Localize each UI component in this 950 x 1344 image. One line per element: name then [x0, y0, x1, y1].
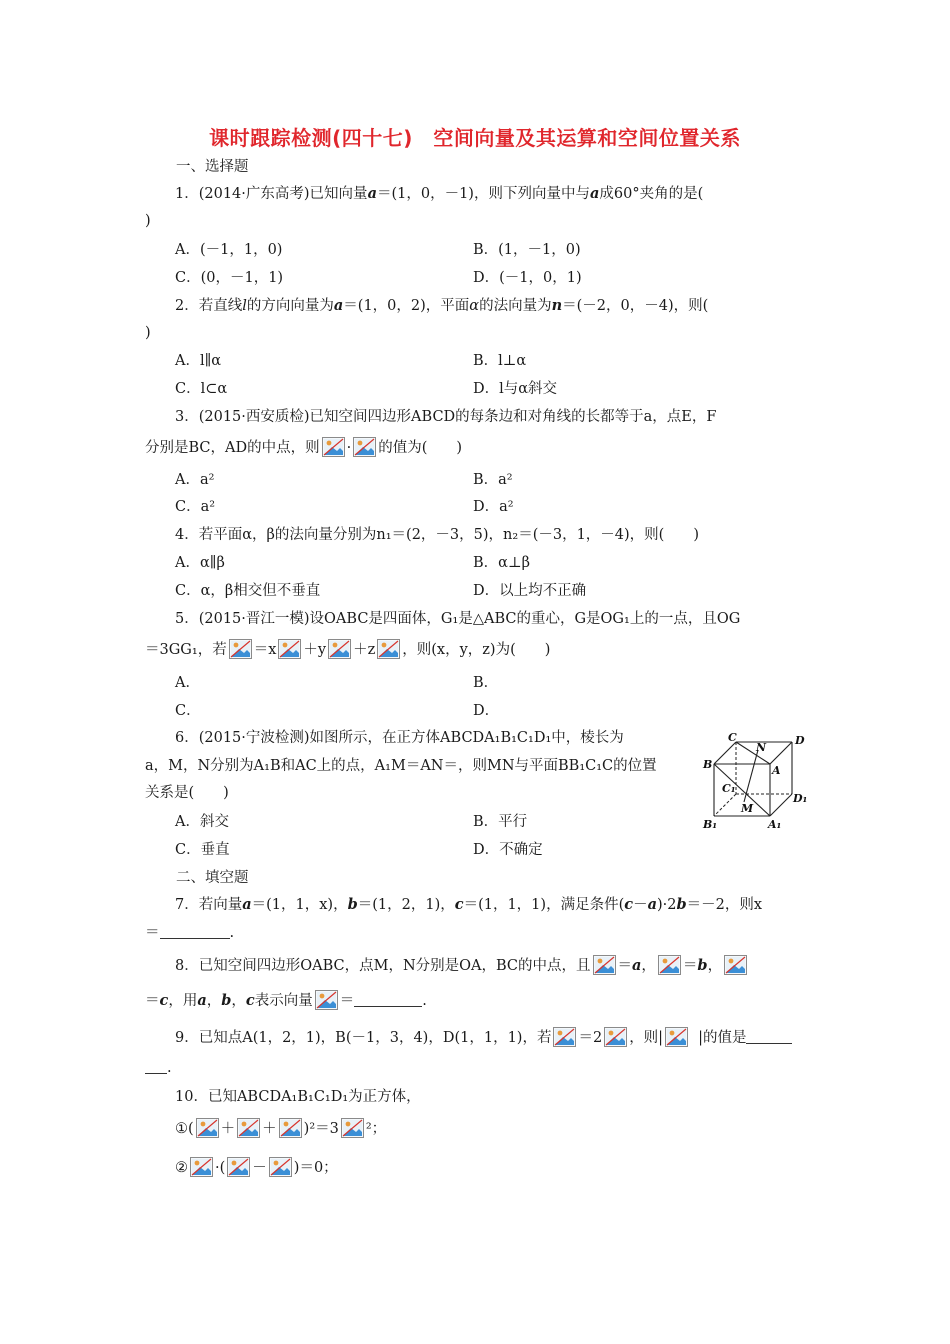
image-placeholder-icon: [227, 1157, 250, 1177]
image-placeholder-icon: [553, 1027, 576, 1047]
question-10-statement-2: ② ·( － )＝0；: [175, 1157, 338, 1178]
answer-blank[interactable]: [354, 1006, 422, 1007]
question-1-option-c: C．(0，－1，1): [175, 270, 284, 286]
image-placeholder-icon: [237, 1118, 260, 1138]
question-2-option-d: D．l与α斜交: [473, 381, 558, 397]
image-placeholder-icon: [353, 437, 376, 457]
question-9-answer-line: .: [145, 1058, 172, 1078]
question-5-option-b: B．: [473, 675, 499, 691]
question-7-answer-line: ＝ .: [145, 925, 235, 941]
fig-label-a1: A₁: [768, 818, 782, 831]
question-1-stem: 1．(2014·广东高考)已知向量a＝(1，0，－1)，则下列向量中与a成60°夹角的是(: [175, 185, 704, 202]
fig-label-c1: C₁: [722, 782, 736, 795]
question-2-option-c: C．l⊂α: [175, 381, 228, 397]
question-7-stem: 7．若向量a＝(1，1，x)，b＝(1，2，1)，c＝(1，1，1)，满足条件(c－a)·2b＝－2，则x: [175, 896, 763, 913]
question-3-option-a: A．a²: [175, 472, 215, 488]
question-10-stem: 10．已知ABCDA₁B₁C₁D₁为正方体，: [175, 1089, 421, 1105]
question-3-stem: 3．(2015·西安质检)已知空间四边形ABCD的每条边和对角线的长都等于a，点E，F: [175, 409, 717, 425]
image-placeholder-icon: [229, 639, 252, 659]
cube-figure: [700, 728, 812, 832]
question-4-option-a: A．α∥β: [175, 555, 225, 571]
answer-blank[interactable]: [145, 1073, 167, 1074]
question-3-option-b: B．a²: [473, 472, 513, 488]
image-placeholder-icon: [341, 1118, 364, 1138]
question-6-option-a: A．斜交: [175, 814, 229, 830]
fig-label-b: B: [703, 758, 713, 771]
question-4-stem: 4．若平面α，β的法向量分别为n₁＝(2，－3，5)，n₂＝(－3，1，－4)，则( ): [175, 527, 699, 543]
question-6-option-c: C．垂直: [175, 842, 230, 858]
image-placeholder-icon: [279, 1118, 302, 1138]
image-placeholder-icon: [665, 1027, 688, 1047]
question-6-option-b: B．平行: [473, 814, 528, 830]
question-1-option-a: A．(－1，1，0): [175, 242, 283, 258]
question-6-stem: 6．(2015·宁波检测)如图所示，在正方体ABCDA₁B₁C₁D₁中，棱长为: [175, 730, 624, 746]
question-2-option-a: A．l∥α: [175, 353, 222, 369]
question-4-option-d: D．以上均不正确: [473, 583, 587, 599]
question-6-stem-cont2: 关系是( ): [145, 785, 229, 801]
question-1-option-d: D．(－1，0，1): [473, 270, 582, 286]
image-placeholder-icon: [593, 955, 616, 975]
question-9-stem: 9．已知点A(1，2，1)，B(－1，3，4)，D(1，1，1)，若 ＝2 ，则| |的值是: [175, 1027, 792, 1048]
fig-label-b1: B₁: [703, 818, 718, 831]
section-fill-heading: 二、填空题: [176, 870, 249, 886]
fig-label-c: C: [728, 731, 737, 744]
answer-blank[interactable]: [746, 1043, 792, 1044]
question-4-option-b: B．α⊥β: [473, 555, 530, 571]
fig-label-d: D: [795, 734, 805, 747]
fig-label-a: A: [772, 764, 781, 777]
question-8-stem-cont: ＝c，用a，b，c表示向量 ＝ .: [145, 992, 427, 1009]
question-2-stem-cont: ): [145, 325, 151, 341]
image-placeholder-icon: [328, 639, 351, 659]
section-choice-heading: 一、选择题: [176, 159, 249, 175]
image-placeholder-icon: [724, 955, 747, 975]
question-5-stem: 5．(2015·晋江一模)设OABC是四面体，G₁是△ABC的重心，G是OG₁上的一点，且OG: [175, 611, 741, 627]
image-placeholder-icon: [196, 1118, 219, 1138]
question-10-statement-1: ①( ＋ ＋ )²＝3 ²；: [175, 1118, 386, 1139]
page-title: 课时跟踪检测(四十七) 空间向量及其运算和空间位置关系: [209, 126, 741, 150]
image-placeholder-icon: [315, 990, 338, 1010]
fig-label-n: N: [756, 741, 767, 754]
question-6-stem-cont: a，M，N分别为A₁B和AC上的点，A₁M＝AN＝，则MN与平面BB₁C₁C的位置: [145, 758, 657, 774]
question-6-option-d: D．不确定: [473, 842, 543, 858]
answer-blank[interactable]: [160, 938, 230, 939]
image-placeholder-icon: [322, 437, 345, 457]
question-8-stem: 8．已知空间四边形OABC，点M，N分别是OA，BC的中点，且 ＝a， ＝b，: [175, 955, 749, 976]
question-4-option-c: C．α，β相交但不垂直: [175, 583, 321, 599]
image-placeholder-icon: [269, 1157, 292, 1177]
question-1-stem-cont: ): [145, 213, 151, 229]
question-2-option-b: B．l⊥α: [473, 353, 527, 369]
fig-label-m: M: [741, 802, 754, 815]
image-placeholder-icon: [278, 639, 301, 659]
question-3-option-d: D．a²: [473, 499, 514, 515]
question-2-stem: 2．若直线l的方向向量为a＝(1，0，2)，平面α的法向量为n＝(－2，0，－4)，则(: [175, 297, 709, 314]
question-3-option-c: C．a²: [175, 499, 216, 515]
question-5-option-a: A．: [175, 675, 200, 691]
image-placeholder-icon: [658, 955, 681, 975]
question-3-stem-cont: 分别是BC，AD的中点，则 · 的值为( ): [145, 437, 462, 458]
question-1-option-b: B．(1，－1，0): [473, 242, 581, 258]
image-placeholder-icon: [604, 1027, 627, 1047]
question-5-option-d: D．: [473, 703, 500, 719]
fig-label-d1: D₁: [793, 792, 808, 805]
question-5-option-c: C．: [175, 703, 201, 719]
image-placeholder-icon: [377, 639, 400, 659]
image-placeholder-icon: [190, 1157, 213, 1177]
question-5-stem-cont: ＝3GG₁，若 ＝x ＋y ＋z ，则(x，y，z)为( ): [145, 639, 550, 660]
